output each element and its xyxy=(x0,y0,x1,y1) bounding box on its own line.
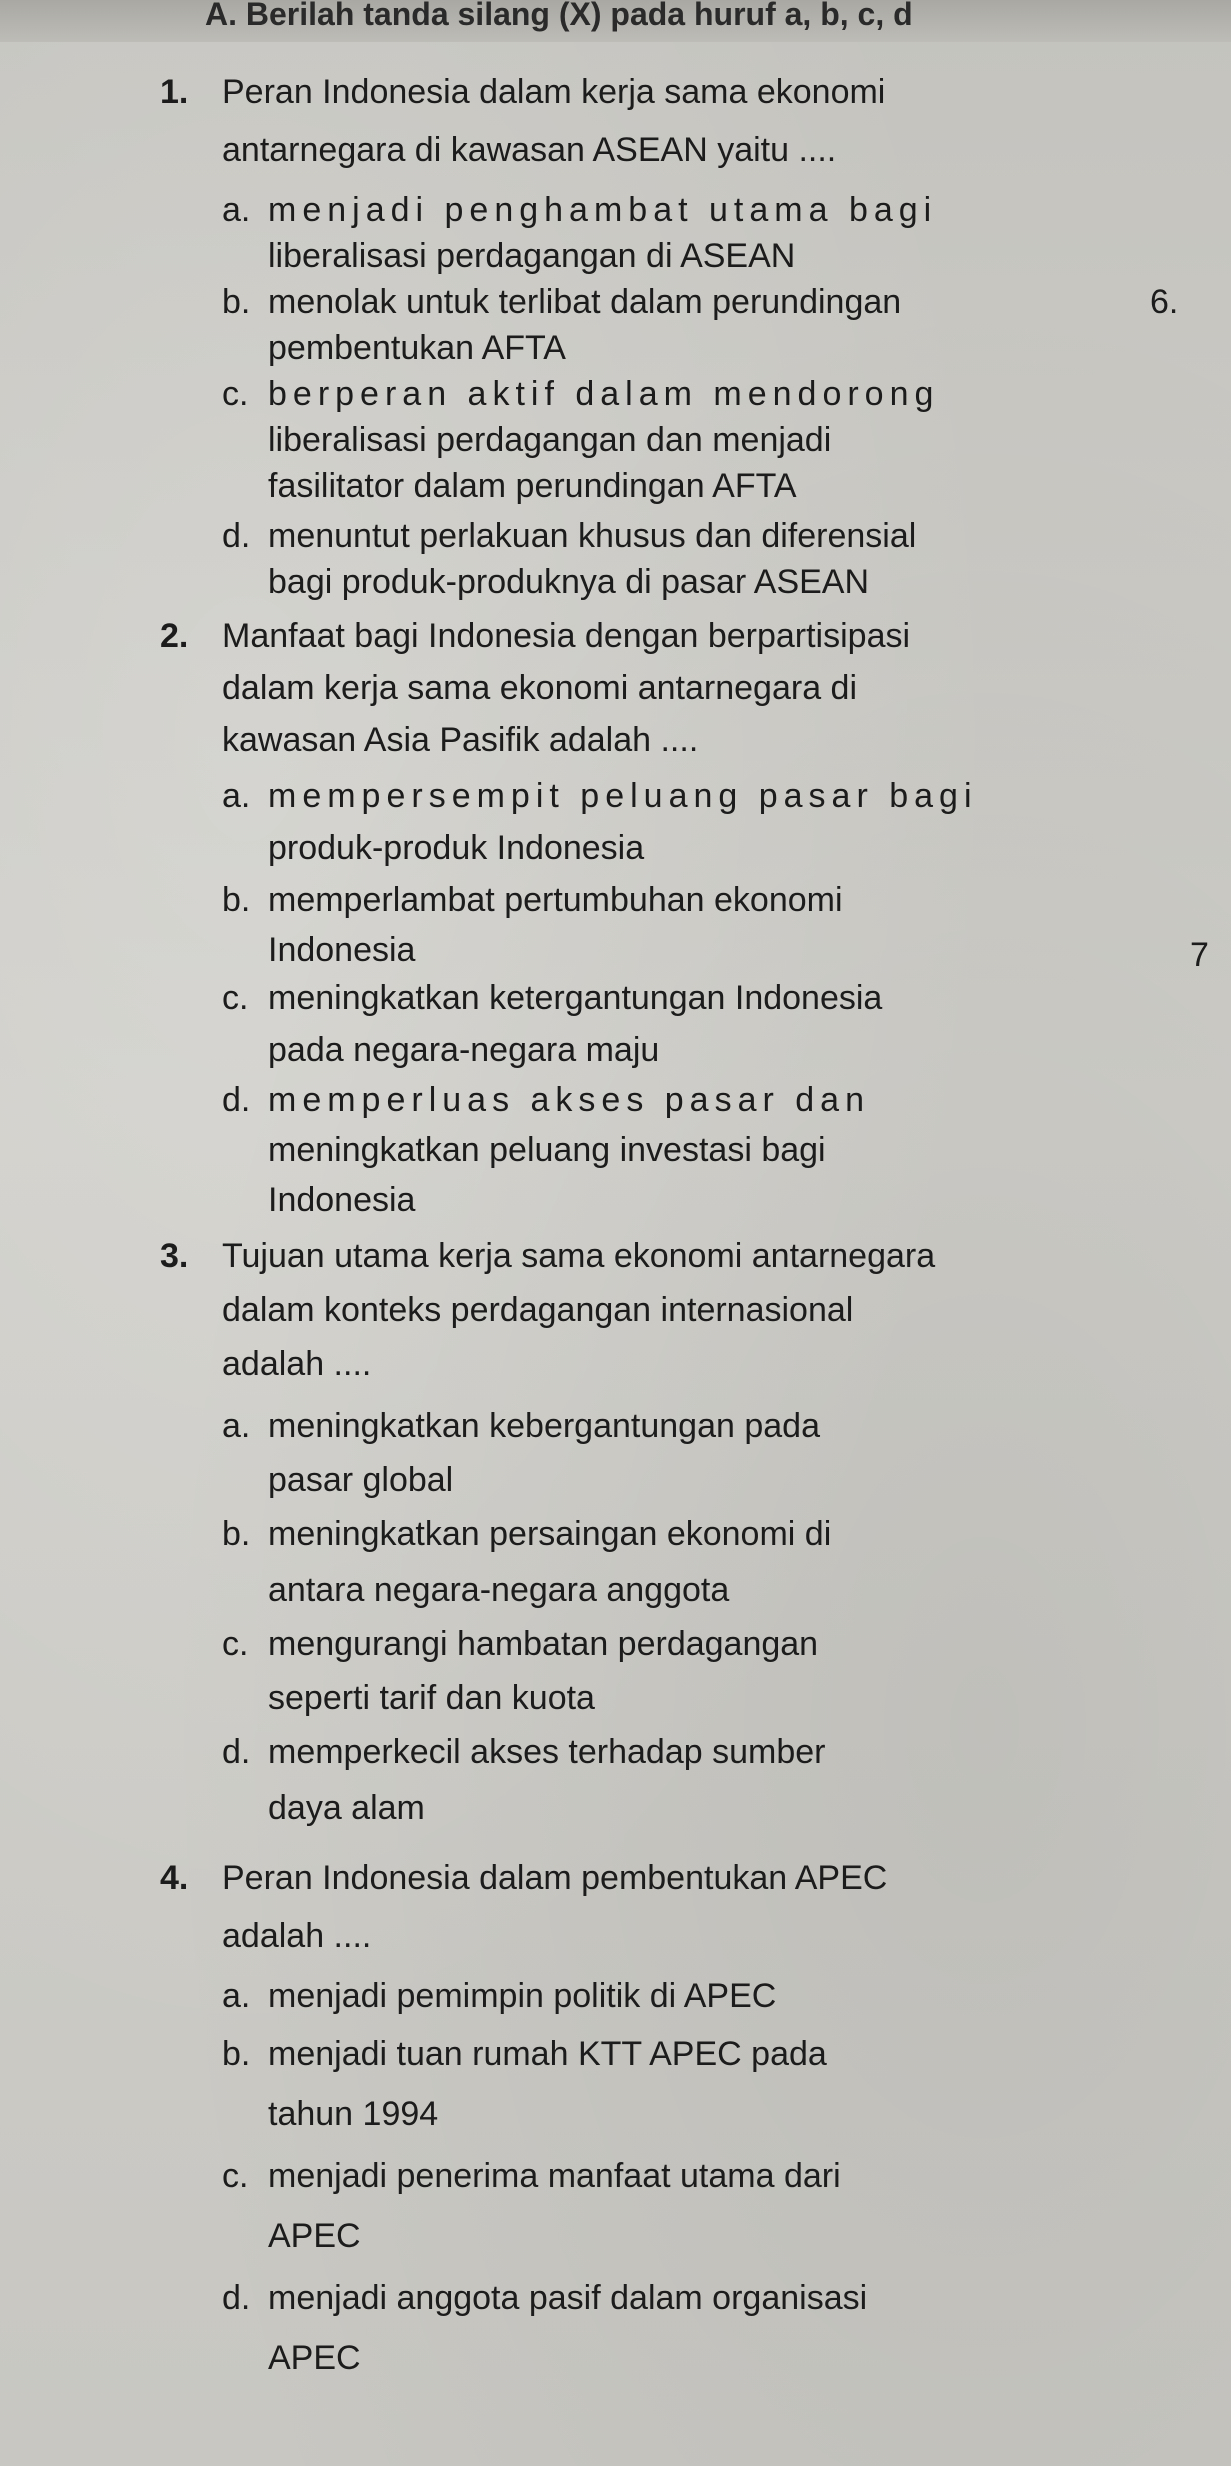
option-text-line: tahun 1994 xyxy=(268,2095,439,2133)
option-letter: c. xyxy=(222,979,249,1017)
option-text-line: bagi produk-produknya di pasar ASEAN xyxy=(268,563,870,601)
question-number: 3. xyxy=(160,1237,189,1275)
option-letter: b. xyxy=(222,1515,251,1553)
question-number: 1. xyxy=(160,73,189,111)
option-text-line: menjadi penerima manfaat utama dari xyxy=(268,2157,841,2195)
option-letter: a. xyxy=(222,777,251,815)
option-text-line: pembentukan AFTA xyxy=(268,329,566,367)
option-text-line: menjadi pemimpin politik di APEC xyxy=(268,1977,777,2015)
option-text-line: meningkatkan kebergantungan pada xyxy=(268,1407,820,1445)
option-text-line: meningkatkan ketergantungan Indonesia xyxy=(268,979,883,1017)
option-letter: b. xyxy=(222,881,251,919)
option-text-line: menjadi penghambat utama bagi xyxy=(268,191,938,229)
option-text-line: mengurangi hambatan perdagangan xyxy=(268,1625,819,1663)
option-text-line: Indonesia xyxy=(268,1181,416,1219)
option-text-line: pasar global xyxy=(268,1461,454,1499)
option-text-line: memperluas akses pasar dan xyxy=(268,1081,871,1119)
option-letter: d. xyxy=(222,1733,251,1771)
option-text-line: pada negara-negara maju xyxy=(268,1031,660,1069)
question-stem-line: antarnegara di kawasan ASEAN yaitu .... xyxy=(222,131,837,169)
option-letter: d. xyxy=(222,1081,251,1119)
option-text-line: memperlambat pertumbuhan ekonomi xyxy=(268,881,843,919)
option-text-line: seperti tarif dan kuota xyxy=(268,1679,595,1717)
question-stem-line: Peran Indonesia dalam kerja sama ekonomi xyxy=(222,73,886,111)
option-letter: c. xyxy=(222,375,249,413)
question-stem-line: Tujuan utama kerja sama ekonomi antarnegara xyxy=(222,1237,936,1275)
question-stem-line: adalah .... xyxy=(222,1345,372,1383)
option-letter: a. xyxy=(222,1407,251,1445)
question-number: 2. xyxy=(160,617,189,655)
option-letter: a. xyxy=(222,191,251,229)
option-text-line: fasilitator dalam perundingan AFTA xyxy=(268,467,797,505)
margin-question-number: 6. xyxy=(1150,283,1179,321)
option-letter: d. xyxy=(222,517,251,555)
option-text-line: daya alam xyxy=(268,1789,425,1827)
question-stem-line: Peran Indonesia dalam pembentukan APEC xyxy=(222,1859,888,1897)
option-text-line: meningkatkan peluang investasi bagi xyxy=(268,1131,826,1169)
margin-question-number: 7 xyxy=(1190,936,1209,974)
option-text-line: berperan aktif dalam mendorong xyxy=(268,375,940,413)
option-text-line: meningkatkan persaingan ekonomi di xyxy=(268,1515,832,1553)
question-number: 4. xyxy=(160,1859,189,1897)
option-text-line: liberalisasi perdagangan di ASEAN xyxy=(268,237,796,275)
option-letter: a. xyxy=(222,1977,251,2015)
option-letter: d. xyxy=(222,2279,251,2317)
option-text-line: produk-produk Indonesia xyxy=(268,829,645,867)
option-text-line: Indonesia xyxy=(268,931,416,969)
option-text-line: menolak untuk terlibat dalam perundingan xyxy=(268,283,902,321)
option-letter: b. xyxy=(222,2035,251,2073)
option-letter: c. xyxy=(222,1625,249,1663)
option-letter: b. xyxy=(222,283,251,321)
question-stem-line: dalam konteks perdagangan internasional xyxy=(222,1291,854,1329)
option-text-line: menjadi anggota pasif dalam organisasi xyxy=(268,2279,868,2317)
option-text-line: memperkecil akses terhadap sumber xyxy=(268,1733,826,1771)
question-stem-line: Manfaat bagi Indonesia dengan berpartisipasi xyxy=(222,617,911,655)
option-text-line: APEC xyxy=(268,2339,361,2377)
option-text-line: liberalisasi perdagangan dan menjadi xyxy=(268,421,832,459)
option-letter: c. xyxy=(222,2157,249,2195)
question-stem-line: kawasan Asia Pasifik adalah .... xyxy=(222,721,699,759)
option-text-line: APEC xyxy=(268,2217,361,2255)
option-text-line: menjadi tuan rumah KTT APEC pada xyxy=(268,2035,827,2073)
question-stem-line: dalam kerja sama ekonomi antarnegara di xyxy=(222,669,858,707)
option-text-line: mempersempit peluang pasar bagi xyxy=(268,777,978,815)
option-text-line: antara negara-negara anggota xyxy=(268,1571,730,1609)
question-stem-line: adalah .... xyxy=(222,1917,372,1955)
instruction-heading: A. Berilah tanda silang (X) pada huruf a, b, c, d xyxy=(205,0,913,32)
option-text-line: menuntut perlakuan khusus dan diferensial xyxy=(268,517,917,555)
